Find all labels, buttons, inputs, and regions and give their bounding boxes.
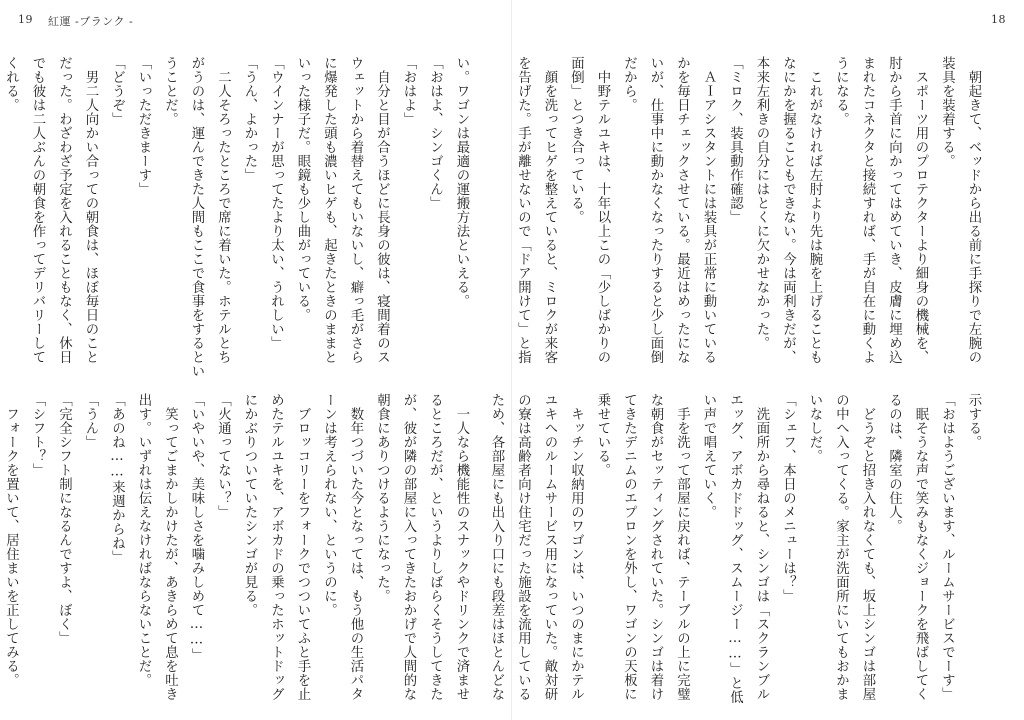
text-column: にかぶりついていたシンゴが見る。	[242, 393, 257, 617]
text-column: 朝食にありつけるようになった。	[374, 393, 390, 603]
text-column: だから。	[621, 56, 637, 112]
text-column: ブロッコリーをフォークでつついてふと手を止	[295, 393, 310, 701]
text-column: 「ウインナーが思ってたより太い、うれしい」	[268, 56, 284, 350]
text-column: 示する。	[966, 393, 981, 449]
text-column: 眠そうな声で笑みもなくジョークを飛ばしてく	[913, 393, 928, 701]
text-column: 一人なら機能性のスナックやドリンクで済ませ	[454, 393, 469, 701]
right-page	[489, 0, 1024, 720]
running-title: 紅運 -ブランク -	[48, 15, 134, 28]
text-column: がうのは、運んできた人間もここで食事をするとい	[189, 56, 204, 378]
text-column: だった。わざわざ予定を入れることもなく、休日	[56, 56, 72, 364]
text-column: 自分と目が合うほどに長身の彼は、寝間着のス	[374, 56, 390, 364]
text-column: エッグ、アボカドドッグ、スムージー……」と低	[727, 393, 743, 705]
text-column: まれたコネクタと接続すれば、手が自在に動くよ	[860, 56, 875, 364]
text-column: かを毎日チェックさせている。最近はめったにな	[674, 56, 690, 364]
text-column: の寮は高齢者向け住宅だった施設を流用している	[515, 393, 531, 701]
text-column: を告げた。手が離せないので「ドア開けて」と指	[515, 56, 531, 364]
text-column: ため、各部屋にも出入り口にも段差はほとんどな	[489, 393, 504, 701]
text-column: 「うん、よかった」	[242, 56, 257, 182]
text-column: キッチン収納用のワゴンは、いつのまにかテル	[568, 393, 584, 701]
text-column: い。ワゴンは最適の運搬方法といえる。	[454, 56, 469, 308]
text-column: ウェットから着替えてもいないし、癖っ毛がさら	[348, 56, 363, 364]
left-page-lower-text	[3, 393, 474, 701]
text-column: 「シフト？」	[30, 393, 45, 477]
text-column: 朝起きて、ベッドから出る前に手探りで左腕の	[966, 56, 981, 364]
text-column: るところだが、というよりしばらくそうしてきた	[427, 393, 443, 701]
text-column: い声で唱えていく。	[701, 393, 716, 519]
text-column: 洗面所から尋ねると、シンゴは「スクランブル	[754, 393, 769, 701]
text-column: 「おはようございます、ルームサービスでーす」	[939, 393, 955, 701]
left-page-upper-text	[3, 56, 474, 378]
text-column: 乗せている。	[595, 393, 610, 477]
text-column: いが、仕事中に動かなくなったりすると少し面倒	[648, 56, 663, 364]
text-column: 男二人向かい合っての朝食は、ほぼ毎日のこと	[83, 56, 98, 364]
text-column: いった様子だ。眼鏡も少し曲がっている。	[295, 56, 310, 322]
text-column: 出す。いずれは伝えなければならないことだ。	[136, 393, 151, 687]
text-column: でも彼は二人ぶんの朝食を作ってデリバリーして	[30, 56, 45, 364]
text-column: 数年つづいた今となっては、もう他の生活パタ	[348, 393, 363, 701]
left-page-number: 19	[18, 13, 33, 26]
text-column: 面倒」とつき合っている。	[568, 56, 584, 224]
text-column: ーンは考えられない、というのに。	[321, 393, 337, 617]
text-column: 手を洗って部屋に戻れば、テーブルの上に完璧	[674, 393, 690, 701]
text-column: 本来左利きの自分にはとくに欠かせなかった。	[754, 56, 769, 350]
text-column: 「ミロク、装具動作確認」	[727, 56, 743, 224]
text-column: な朝食がセッティングされていた。シンゴは着け	[648, 393, 663, 701]
text-column: 「うん」	[83, 393, 98, 449]
text-column: 二人そろったところで席に着いた。ホテルとち	[215, 56, 231, 364]
text-column: 「完全シフト制になるんですよ、ぼく」	[56, 393, 72, 645]
text-column: 「どうぞ」	[109, 56, 125, 126]
text-column: 「おはよ、シンゴくん」	[427, 56, 443, 210]
text-column: 中野テルユキは、十年以上この「少しばかりの	[595, 56, 610, 364]
text-column: 「いやいや、美味しさを噛みしめて……」	[189, 393, 204, 663]
text-column: 「火通ってない？」	[215, 393, 231, 519]
text-column: なにかを握ることもできない。今は両利きだが、	[780, 56, 796, 364]
text-column: 肘から手首に向かってはめていき、皮膚に埋め込	[886, 56, 902, 364]
text-column: 「おはよ」	[401, 56, 416, 126]
text-column: うことだ。	[162, 56, 178, 126]
text-column: ＡＩアシスタントには装具が正常に動いている	[701, 56, 716, 364]
text-column: めたテルユキを、アボカドの乗ったホットドッグ	[268, 393, 284, 701]
text-column: が、彼が隣の部屋に入ってきたおかげで人間的な	[401, 393, 416, 701]
text-column: 「シェフ、本日のメニューは？」	[780, 393, 796, 603]
text-column: に爆発した頭も濃いヒゲも、起きたときのままと	[321, 56, 337, 364]
text-column: これがなければ左肘より先は腕を上げることも	[807, 56, 822, 364]
text-column: うになる。	[833, 56, 849, 126]
text-column: ユキへのルームサービス用になっていた。敵対研	[542, 393, 557, 701]
text-column: いなしだ。	[807, 393, 822, 463]
right-page-upper-text	[515, 56, 986, 371]
text-column: 「あのね……来週からね」	[109, 393, 125, 565]
text-column: 装具を装着する。	[939, 56, 955, 168]
text-column: るのは、隣室の住人。	[886, 393, 902, 533]
text-column: くれる。	[3, 56, 19, 112]
text-column: てきたデニムのエプロンを外し、ワゴンの天板に	[621, 393, 637, 701]
text-column: 「いっただきまーす」	[136, 56, 151, 196]
text-column: 顔を洗ってヒゲを整えていると、ミロクが来客	[542, 56, 557, 364]
text-column: どうぞと招き入れなくても、坂上シンゴは部屋	[860, 393, 875, 701]
right-page-number: 18	[991, 13, 1006, 26]
text-column: スポーツ用のプロテクターより細身の機械を、	[913, 56, 928, 364]
right-page-lower-text	[489, 393, 986, 705]
text-column: フォークを置いて、居住まいを正してみる。	[3, 393, 19, 687]
text-column: 笑ってごまかしかけたが、あきらめて息を吐き	[162, 393, 178, 701]
text-column: の中へ入ってくる。家主が洗面所にいてもおかま	[833, 393, 849, 701]
